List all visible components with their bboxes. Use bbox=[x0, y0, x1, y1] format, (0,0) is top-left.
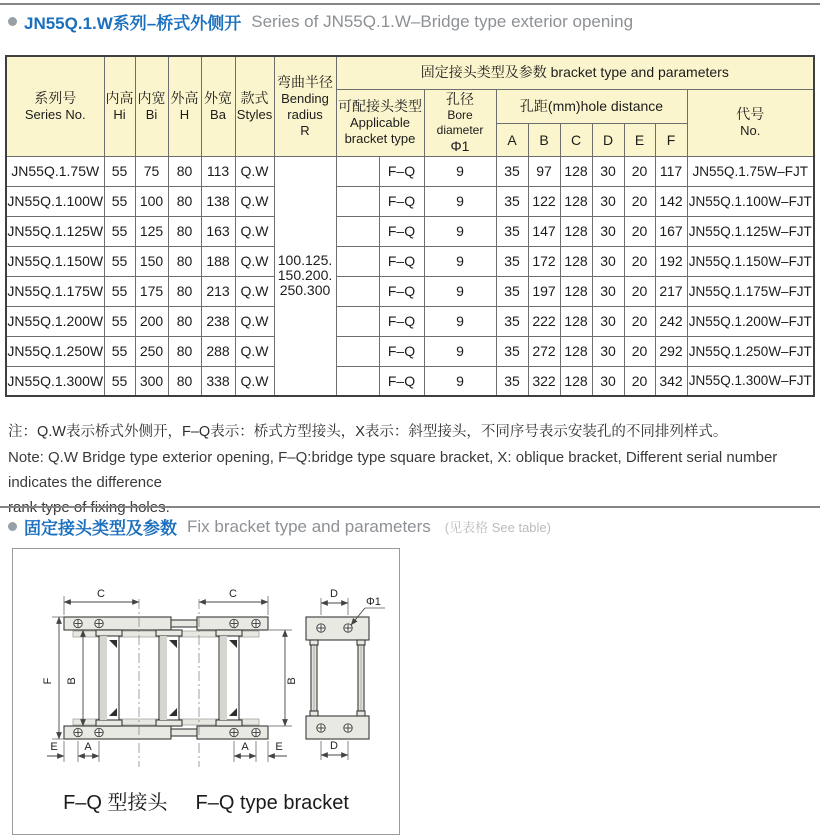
dim-label-d-bottom: D bbox=[330, 740, 338, 752]
col-header-hi: 内高 Hi bbox=[104, 56, 135, 156]
cell-series: JN55Q.1.75W bbox=[6, 156, 104, 186]
col-header-f: F bbox=[655, 123, 687, 156]
side-view bbox=[306, 617, 369, 739]
cell-hi: 55 bbox=[104, 156, 135, 186]
cell-series: JN55Q.1.125W bbox=[6, 216, 104, 246]
page-title-zh: JN55Q.1.W系列–桥式外侧开 bbox=[24, 14, 242, 33]
drawing-caption-en: F–Q type bracket bbox=[195, 792, 349, 814]
cell-code: JN55Q.1.75W–FJT bbox=[687, 156, 814, 186]
table-row: JN55Q.1.300W 55 300 80 338 Q.W F–Q 9 35 322 128 30 20 342 JN55Q.1.300W–FJT bbox=[6, 366, 814, 396]
page-title-en: Series of JN55Q.1.W–Bridge type exterior opening bbox=[251, 11, 634, 31]
col-header-ba: 外宽 Ba bbox=[201, 56, 235, 156]
dim-label-b-left: B bbox=[66, 677, 78, 685]
cell-series: JN55Q.1.300W bbox=[6, 366, 104, 396]
note-line-en1: Note: Q.W Bridge type exterior opening, F–Q:bridge type square bracket, X: oblique bracket, Different serial number indicates the difference bbox=[8, 449, 778, 491]
cell-series: JN55Q.1.175W bbox=[6, 276, 104, 306]
col-header-applicable-bracket: 可配接头类型 Applicable bracket type bbox=[336, 89, 424, 156]
col-header-a: A bbox=[496, 123, 528, 156]
col-header-style: 款式 Styles bbox=[235, 56, 274, 156]
cell-d: 30 bbox=[592, 156, 624, 186]
cell-series: JN55Q.1.250W bbox=[6, 336, 104, 366]
dim-label-c-right: C bbox=[229, 588, 237, 600]
col-header-series: 系列号 Series No. bbox=[6, 56, 104, 156]
group-header-hole-distance: 孔距(mm)hole distance bbox=[496, 89, 687, 123]
table-notes bbox=[8, 420, 814, 520]
cell-bracket-empty bbox=[336, 366, 379, 396]
cell-bracket-empty bbox=[336, 156, 379, 186]
table-row: JN55Q.1.200W 55 200 80 238 Q.W F–Q 9 35 222 128 30 20 242 JN55Q.1.200W–FJT bbox=[6, 306, 814, 336]
table-row: JN55Q.1.150W 55 150 80 188 Q.W F–Q 9 35 172 128 30 20 192 JN55Q.1.150W–FJT bbox=[6, 246, 814, 276]
dim-label-c-left: C bbox=[97, 588, 105, 600]
cell-bracket-empty bbox=[336, 276, 379, 306]
table-row: JN55Q.1.125W 55 125 80 163 Q.W F–Q 9 35 147 128 30 20 167 JN55Q.1.125W–FJT bbox=[6, 216, 814, 246]
dim-label-e-right: E bbox=[275, 741, 283, 753]
chain-link bbox=[216, 630, 242, 726]
bracket-drawing bbox=[13, 549, 399, 781]
cell-bracket-empty bbox=[336, 306, 379, 336]
chain-link bbox=[96, 630, 122, 726]
cell-series: JN55Q.1.100W bbox=[6, 186, 104, 216]
col-header-bending-radius: 弯曲半径 Bending radius R bbox=[274, 56, 336, 156]
spec-table bbox=[5, 55, 815, 397]
col-header-h: 外高 H bbox=[168, 56, 201, 156]
col-header-b: B bbox=[528, 123, 560, 156]
cell-ba: 113 bbox=[201, 156, 235, 186]
section2-see-table: (见表格 See table) bbox=[444, 520, 551, 535]
drawing-caption bbox=[13, 786, 399, 815]
table-row: JN55Q.1.250W 55 250 80 288 Q.W F–Q 9 35 272 128 30 20 292 JN55Q.1.250W–FJT bbox=[6, 336, 814, 366]
cell-bi: 75 bbox=[135, 156, 168, 186]
cell-c: 128 bbox=[560, 156, 592, 186]
bullet-icon bbox=[8, 17, 17, 26]
dim-label-d-top: D bbox=[330, 588, 338, 600]
dim-label-a-right: A bbox=[241, 741, 249, 753]
col-header-bore-diameter: 孔径 Bore diameter Φ1 bbox=[424, 89, 496, 156]
dim-label-f: F bbox=[42, 677, 54, 685]
dim-label-e-left: E bbox=[50, 741, 58, 753]
cell-series: JN55Q.1.200W bbox=[6, 306, 104, 336]
cell-bracket-empty bbox=[336, 246, 379, 276]
note-line-zh: 注：Q.W表示桥式外侧开，F–Q表示：桥式方型接头，X表示：斜型接头，不同序号表示安装孔的不同排列样式。 bbox=[8, 424, 728, 440]
cell-bore: 9 bbox=[424, 156, 496, 186]
cell-bracket-empty bbox=[336, 186, 379, 216]
section2-title-zh: 固定接头类型及参数 bbox=[24, 519, 177, 538]
cell-bracket-empty bbox=[336, 216, 379, 246]
section-rule bbox=[0, 506, 820, 508]
table-row: JN55Q.1.175W 55 175 80 213 Q.W F–Q 9 35 197 128 30 20 217 JN55Q.1.175W–FJT bbox=[6, 276, 814, 306]
col-header-d: D bbox=[592, 123, 624, 156]
chain-link bbox=[156, 630, 182, 726]
table-row: JN55Q.1.100W 55 100 80 138 Q.W F–Q 9 35 122 128 30 20 142 JN55Q.1.100W–FJT bbox=[6, 186, 814, 216]
cell-style: Q.W bbox=[235, 156, 274, 186]
section2-title-en: Fix bracket type and parameters bbox=[187, 516, 431, 536]
cell-a: 35 bbox=[496, 156, 528, 186]
dim-label-b-right: B bbox=[286, 677, 298, 685]
cell-bending-radius: 100.125. 150.200. 250.300 bbox=[274, 156, 336, 396]
dim-label-a-left: A bbox=[84, 741, 92, 753]
front-view bbox=[64, 599, 268, 767]
cell-h: 80 bbox=[168, 156, 201, 186]
col-header-bi: 内宽 Bi bbox=[135, 56, 168, 156]
table-row bbox=[6, 156, 814, 186]
page-title bbox=[8, 9, 633, 34]
top-rule bbox=[0, 3, 820, 5]
section2-title bbox=[8, 514, 551, 539]
cell-f: 117 bbox=[655, 156, 687, 186]
bracket-drawing-box bbox=[12, 548, 400, 835]
bullet-icon bbox=[8, 522, 17, 531]
col-header-code: 代号 No. bbox=[687, 89, 814, 156]
cell-series: JN55Q.1.150W bbox=[6, 246, 104, 276]
dim-label-phi1: Φ1 bbox=[366, 596, 381, 608]
col-header-e: E bbox=[624, 123, 655, 156]
cell-e: 20 bbox=[624, 156, 655, 186]
cell-bracket: F–Q bbox=[379, 156, 424, 186]
cell-b: 97 bbox=[528, 156, 560, 186]
cell-bracket-empty bbox=[336, 336, 379, 366]
col-header-c: C bbox=[560, 123, 592, 156]
drawing-caption-zh: F–Q 型接头 bbox=[63, 792, 168, 814]
group-header-bracket: 固定接头类型及参数 bracket type and parameters bbox=[336, 56, 814, 89]
